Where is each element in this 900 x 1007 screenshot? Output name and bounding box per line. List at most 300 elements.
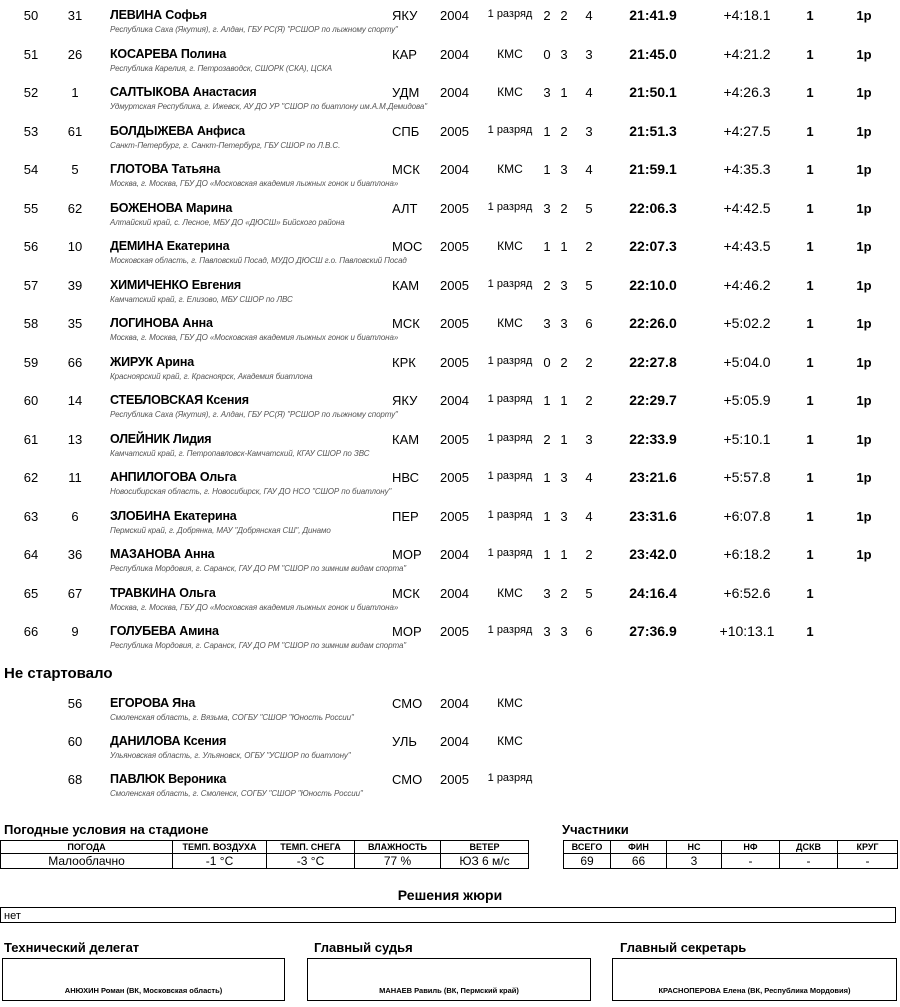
region-code: МОР [392,624,422,639]
laps-count: 1 [806,200,814,216]
athlete-name: КОСАРЕВА Полина [110,46,227,61]
penalties-total: 5 [585,200,593,216]
finish-time: 21:41.9 [629,7,677,23]
penalties-total: 3 [585,431,593,447]
athlete-name: ЗЛОБИНА Екатерина [110,508,237,523]
qualification-category: 1р [856,393,872,408]
laps-count: 1 [806,547,814,562]
place: 60 [23,393,39,408]
sport-rank: КМС [497,585,523,600]
sport-rank: 1 разряд [487,470,533,482]
athlete-organization: Москва, г. Москва, ГБУ ДО «Московская академия лыжных гонок и биатлона» [110,179,399,188]
qualification-category: 1р [856,316,872,331]
birth-year: 2004 [440,585,469,601]
finish-time: 21:51.3 [629,122,677,139]
birth-year: 2004 [440,8,469,23]
penalties-total: 2 [585,354,593,370]
birth-year: 2005 [440,277,469,293]
athlete-name: ПАВЛЮК Вероника [110,772,227,786]
birth-year: 2004 [440,85,469,100]
participants-header: ВСЕГО [564,841,611,854]
athlete-name: МАЗАНОВА Анна [110,547,215,561]
qualification-category: 1р [856,508,872,524]
birth-year: 2004 [440,162,469,177]
result-row [0,152,900,191]
weather-header: ВЛАЖНОСТЬ [355,841,441,854]
shooting-stage-2: 2 [560,123,568,139]
signature-box: КРАСНОПЕРОВА Елена (ВК, Республика Мордовия) [612,958,897,1001]
athlete-name: БОЖЕНОВА Марина [110,200,233,215]
athlete-organization: Республика Мордовия, г. Саранск, ГАУ ДО РМ "СШОР по зимним видам спорта" [110,641,407,650]
time-behind: +6:07.8 [723,507,771,524]
qualification-category: 1р [856,200,872,216]
shooting-stage-2: 2 [560,585,568,601]
athlete-name: САЛТЫКОВА Анастасия [110,85,257,99]
penalties-total: 2 [585,393,593,408]
finish-time: 22:10.0 [629,276,677,293]
place: 65 [23,585,39,601]
sport-rank: КМС [497,696,523,710]
finish-time: 22:06.3 [629,199,677,216]
penalties-total: 5 [585,585,593,601]
weather-conditions: Малооблачно [1,854,173,869]
time-behind: +4:46.2 [723,276,771,293]
athlete-organization: Смоленская область, г. Вязьма, СОГБУ "СШОР "Юность России" [110,713,354,722]
qualification-category: 1р [856,547,872,562]
region-code: СПБ [392,123,420,139]
shooting-stage-2: 1 [560,85,568,100]
result-row [0,229,900,268]
result-row [0,114,900,153]
dns-title: Не стартовало [4,665,113,682]
finish-time: 23:21.6 [629,469,677,485]
time-behind: +6:52.6 [723,584,771,601]
qualification-category: 1р [856,85,872,100]
finish-time: 21:45.0 [629,45,677,62]
sport-rank: 1 разряд [487,547,533,559]
region-code: АЛТ [392,200,418,216]
finish-time: 27:36.9 [629,623,677,639]
weather-title: Погодные условия на стадионе [4,822,209,837]
shooting-stage-2: 3 [560,46,568,62]
finish-time: 23:42.0 [629,546,677,562]
athlete-organization: Республика Саха (Якутия), г. Алдан, ГБУ РС(Я) "РСШОР по лыжному спорту" [110,25,398,34]
time-behind: +4:26.3 [723,84,771,100]
laps-count: 1 [806,85,814,100]
bib: 13 [67,431,83,447]
wind: ЮЗ 6 м/с [441,854,529,869]
athlete-organization: Республика Карелия, г. Петрозаводск, СШОРК (СКА), ЦСКА [110,63,332,73]
participants-header: ФИН [611,841,667,854]
birth-year: 2005 [440,624,469,639]
penalties-total: 3 [585,46,593,62]
place: 54 [23,162,39,177]
shooting-stage-1: 1 [543,470,551,485]
result-row [0,422,900,461]
bib: 35 [67,316,83,331]
participants-table [563,840,898,869]
region-code: ЯКУ [392,393,418,408]
laps-count: 1 [806,393,814,408]
result-row [0,37,900,76]
place: 50 [23,8,39,23]
time-behind: +5:02.2 [723,315,771,331]
shooting-stage-2: 1 [560,393,568,408]
region-code: УДМ [392,85,420,100]
bib: 60 [67,734,83,749]
laps-count: 1 [806,277,814,293]
dns-row [0,762,900,801]
sport-rank: КМС [497,734,523,748]
region-code: УЛЬ [392,734,417,749]
participants-header: ДСКВ [780,841,838,854]
athlete-organization: Красноярский край, г. Красноярск, Академия биатлона [110,371,313,381]
athlete-organization: Удмуртская Республика, г. Ижевск, АУ ДО УР "СШОР по биатлону им.А.М.Демидова" [110,102,428,111]
sport-rank: 1 разряд [487,8,533,20]
air-temperature: -1 °C [173,854,267,869]
athlete-organization: Камчатский край, г. Елизово, МБУ СШОР по ЛВС [110,294,293,304]
athlete-name: ХИМИЧЕНКО Евгения [110,277,241,292]
bib: 5 [71,162,79,177]
shooting-stage-2: 2 [560,8,568,23]
weather-header: ПОГОДА [1,841,173,854]
participants-dns: 3 [667,854,722,869]
penalties-total: 5 [585,277,593,293]
participants-dnf: - [722,854,780,869]
result-row [0,537,900,576]
qualification-category: 1р [856,123,872,139]
shooting-stage-2: 2 [560,200,568,216]
sport-rank: КМС [497,46,523,61]
birth-year: 2005 [440,431,469,447]
signature-box: МАНАЕВ Равиль (ВК, Пермский край) [307,958,591,1001]
shooting-stage-2: 3 [560,624,568,639]
result-row [0,268,900,307]
finish-time: 22:26.0 [629,315,677,331]
athlete-organization: Пермский край, г. Добрянка, МАУ "Добрянская СШ", Динамо [110,525,331,535]
participants-header: КРУГ [838,841,898,854]
athlete-name: ЕГОРОВА Яна [110,696,196,710]
laps-count: 1 [806,431,814,447]
result-row [0,460,900,499]
sport-rank: КМС [497,85,523,99]
participants-total: 69 [564,854,611,869]
time-behind: +5:05.9 [723,392,771,408]
penalties-total: 2 [585,239,593,254]
athlete-name: ЛОГИНОВА Анна [110,316,213,330]
shooting-stage-1: 3 [543,200,551,216]
shooting-stage-1: 1 [543,162,551,177]
penalties-total: 2 [585,547,593,562]
birth-year: 2005 [440,772,469,787]
penalties-total: 6 [585,624,593,639]
place: 51 [23,46,39,62]
shooting-stage-1: 0 [543,46,551,62]
bib: 26 [67,46,83,62]
bib: 14 [67,393,83,408]
participants-header: НС [667,841,722,854]
bib: 9 [71,624,79,639]
qualification-category: 1р [856,46,872,62]
penalties-total: 4 [585,508,593,524]
sport-rank: 1 разряд [487,277,533,290]
result-row [0,499,900,538]
weather-header: ТЕМП. ВОЗДУХА [173,841,267,854]
shooting-stage-2: 3 [560,316,568,331]
place: 55 [23,200,39,216]
penalties-total: 4 [585,162,593,177]
jury-title: Решения жюри [397,887,503,903]
shooting-stage-2: 2 [560,354,568,370]
laps-count: 1 [806,354,814,370]
sport-rank: 1 разряд [487,123,533,136]
finish-time: 22:33.9 [629,430,677,447]
shooting-stage-2: 3 [560,508,568,524]
shooting-stage-1: 3 [543,85,551,100]
penalties-total: 4 [585,470,593,485]
shooting-stage-2: 3 [560,162,568,177]
sport-rank: 1 разряд [487,200,533,213]
birth-year: 2005 [440,354,469,370]
result-row [0,191,900,230]
bib: 56 [67,696,83,711]
bib: 67 [67,585,83,601]
place: 63 [23,508,39,524]
shooting-stage-1: 0 [543,354,551,370]
dns-row [0,686,900,725]
qualification-category: 1р [856,431,872,447]
shooting-stage-1: 3 [543,316,551,331]
sport-rank: 1 разряд [487,508,533,521]
time-behind: +6:18.2 [723,546,771,562]
shooting-stage-1: 3 [543,624,551,639]
time-behind: +5:57.8 [723,469,771,485]
participants-finished: 66 [611,854,667,869]
shooting-stage-1: 1 [543,508,551,524]
region-code: МСК [392,585,420,601]
result-row [0,75,900,114]
time-behind: +4:21.2 [723,45,771,62]
shooting-stage-2: 3 [560,277,568,293]
qualification-category: 1р [856,277,872,293]
bib: 31 [67,8,83,23]
penalties-total: 4 [585,8,593,23]
sport-rank: 1 разряд [487,431,533,444]
athlete-name: БОЛДЫЖЕВА Анфиса [110,123,245,138]
athlete-organization: Санкт-Петербург, г. Санкт-Петербург, ГБУ СШОР по Л.В.С. [110,140,341,150]
finish-time: 24:16.4 [629,584,677,601]
region-code: МСК [392,162,420,177]
time-behind: +5:04.0 [723,353,771,370]
shooting-stage-1: 1 [543,393,551,408]
place: 64 [23,547,39,562]
athlete-organization: Ульяновская область, г. Ульяновск, ОГБУ "УСШОР по биатлону" [110,751,351,760]
birth-year: 2005 [440,200,469,216]
finish-time: 22:07.3 [629,238,677,254]
bib: 39 [67,277,83,293]
qualification-category: 1р [856,8,872,23]
athlete-organization: Московская область, г. Павловский Посад, МУДО ДЮСШ г.о. Павловский Посад [110,256,407,265]
bib: 62 [67,200,83,216]
shooting-stage-1: 2 [543,431,551,447]
shooting-stage-1: 2 [543,8,551,23]
sport-rank: 1 разряд [487,772,533,784]
athlete-name: ТРАВКИНА Ольга [110,585,216,600]
birth-year: 2005 [440,239,469,254]
result-row [0,0,900,37]
finish-time: 22:27.8 [629,353,677,370]
participants-dsq: - [780,854,838,869]
bib: 11 [68,470,82,485]
penalties-total: 6 [585,316,593,331]
birth-year: 2005 [440,470,469,485]
laps-count: 1 [806,624,814,639]
place: 56 [23,239,39,254]
time-behind: +4:18.1 [723,7,771,23]
laps-count: 1 [806,508,814,524]
finish-time: 23:31.6 [629,507,677,524]
weather-table [0,840,529,869]
shooting-stage-2: 1 [560,547,568,562]
athlete-organization: Камчатский край, г. Петропавловск-Камчатский, КГАУ СШОР по ЗВС [110,448,370,458]
weather-header: ВЕТЕР [441,841,529,854]
athlete-organization: Смоленская область, г. Смоленск, СОГБУ "СШОР "Юность России" [110,789,363,798]
finish-time: 21:59.1 [629,161,677,177]
athlete-organization: Москва, г. Москва, ГБУ ДО «Московская академия лыжных гонок и биатлона» [110,602,399,612]
laps-count: 1 [806,46,814,62]
official-role: Технический делегат [4,940,140,955]
sport-rank: 1 разряд [487,393,533,405]
place: 59 [23,354,39,370]
athlete-name: ДАНИЛОВА Ксения [110,734,227,748]
qualification-category: 1р [856,239,872,254]
birth-year: 2004 [440,547,469,562]
result-row [0,383,900,422]
athlete-name: ОЛЕЙНИК Лидия [110,431,212,446]
region-code: КАР [392,46,417,62]
athlete-organization: Новосибирская область, г. Новосибирск, ГАУ ДО НСО "СШОР по биатлону" [110,487,392,496]
shooting-stage-2: 3 [560,470,568,485]
region-code: МОС [392,239,423,254]
shooting-stage-1: 1 [543,547,551,562]
athlete-name: ЛЕВИНА Софья [110,8,207,22]
athlete-name: ГОЛУБЕВА Амина [110,624,219,638]
region-code: КАМ [392,277,420,293]
laps-count: 1 [806,162,814,177]
time-behind: +4:27.5 [723,122,771,139]
official-role: Главный секретарь [620,940,747,955]
athlete-organization: Алтайский край, с. Лесное, МБУ ДО «ДЮСШ» Бийского района [110,217,345,227]
time-behind: +10:13.1 [719,623,775,639]
region-code: НВС [392,470,420,485]
snow-temperature: -3 °C [267,854,355,869]
time-behind: +4:43.5 [723,238,771,254]
participants-header: НФ [722,841,780,854]
bib: 36 [67,547,83,562]
birth-year: 2004 [440,734,469,749]
penalties-total: 4 [585,85,593,100]
time-behind: +4:35.3 [723,161,771,177]
place: 52 [23,85,39,100]
shooting-stage-1: 3 [543,585,551,601]
qualification-category: 1р [856,354,872,370]
jury-decision: нет [0,907,896,923]
laps-count: 1 [806,470,814,485]
laps-count: 1 [806,239,814,254]
result-row [0,614,900,653]
athlete-name: СТЕБЛОВСКАЯ Ксения [110,393,249,407]
laps-count: 1 [806,8,814,23]
place: 62 [23,470,39,485]
result-row [0,345,900,384]
laps-count: 1 [806,316,814,331]
qualification-category: 1р [856,470,872,485]
region-code: МСК [392,316,420,331]
athlete-name: ГЛОТОВА Татьяна [110,162,221,176]
penalties-total: 3 [585,123,593,139]
time-behind: +4:42.5 [723,199,771,216]
region-code: СМО [392,696,423,711]
finish-time: 21:50.1 [629,84,677,100]
bib: 61 [67,123,83,139]
place: 57 [23,277,39,293]
region-code: ПЕР [392,508,419,524]
place: 53 [23,123,39,139]
bib: 68 [67,772,83,787]
athlete-organization: Республика Саха (Якутия), г. Алдан, ГБУ РС(Я) "РСШОР по лыжному спорту" [110,410,398,419]
athlete-organization: Республика Мордовия, г. Саранск, ГАУ ДО РМ "СШОР по зимним видам спорта" [110,564,407,573]
athlete-organization: Москва, г. Москва, ГБУ ДО «Московская академия лыжных гонок и биатлона» [110,333,399,342]
birth-year: 2005 [440,123,469,139]
weather-header: ТЕМП. СНЕГА [267,841,355,854]
bib: 1 [71,85,79,100]
region-code: КРК [392,354,416,370]
sport-rank: 1 разряд [487,624,533,636]
shooting-stage-1: 2 [543,277,551,293]
athlete-name: ЖИРУК Арина [110,354,194,369]
birth-year: 2004 [440,393,469,408]
finish-time: 22:29.7 [629,392,677,408]
qualification-category: 1р [856,162,872,177]
participants-title: Участники [562,822,629,837]
result-row [0,576,900,615]
bib: 66 [67,354,83,370]
shooting-stage-1: 1 [543,123,551,139]
official-role: Главный судья [314,940,413,955]
sport-rank: 1 разряд [487,354,533,367]
participants-lapped: - [838,854,898,869]
birth-year: 2004 [440,46,469,62]
laps-count: 1 [806,585,814,601]
shooting-stage-2: 1 [560,431,568,447]
birth-year: 2005 [440,316,469,331]
region-code: МОР [392,547,422,562]
athlete-name: АНПИЛОГОВА Ольга [110,470,237,484]
region-code: ЯКУ [392,8,418,23]
place: 66 [23,624,39,639]
shooting-stage-2: 1 [560,239,568,254]
birth-year: 2005 [440,508,469,524]
place: 58 [23,316,39,331]
region-code: СМО [392,772,423,787]
sport-rank: КМС [497,162,523,176]
time-behind: +5:10.1 [723,430,771,447]
bib: 6 [71,508,79,524]
birth-year: 2004 [440,696,469,711]
sport-rank: КМС [497,316,523,330]
sport-rank: КМС [497,239,523,253]
humidity: 77 % [355,854,441,869]
